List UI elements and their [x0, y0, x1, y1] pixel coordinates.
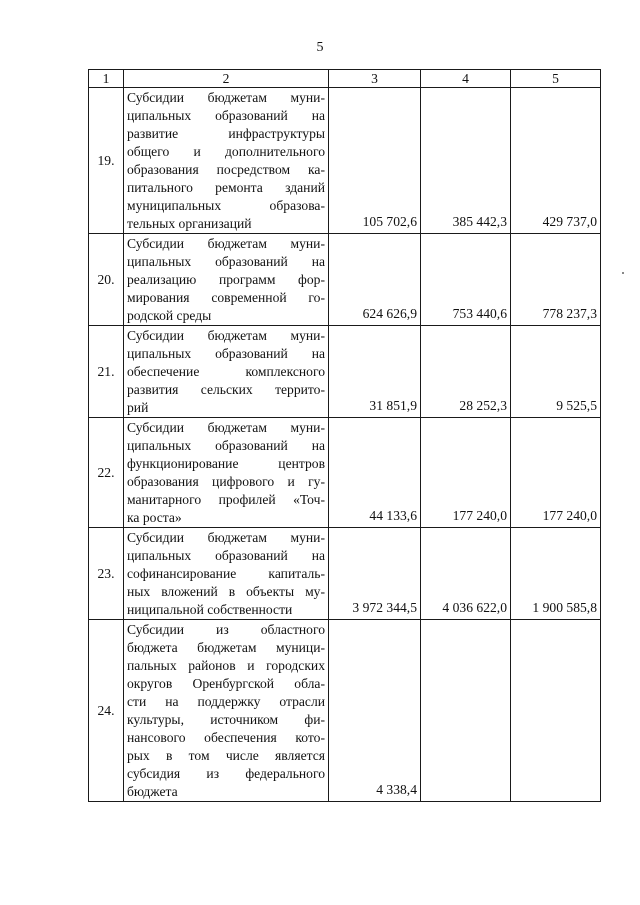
description-line: округов Оренбургской обла- [127, 676, 325, 691]
description-line: культуры, источником фи- [127, 712, 325, 727]
row-number: 24. [89, 620, 124, 802]
description-line: рий [127, 400, 149, 415]
description-line: образования посредством ка- [127, 162, 325, 177]
description-line: муниципальных образова- [127, 198, 325, 213]
description-line: родской среды [127, 308, 212, 323]
budget-table [88, 69, 601, 802]
description-line: обеспечение комплексного [127, 364, 325, 379]
description-line: ципальных образований на [127, 108, 325, 123]
value-col-4: 385 442,3 [421, 88, 511, 234]
description-line: реализацию программ фор- [127, 272, 325, 287]
description-line: пальных районов и городских [127, 658, 325, 673]
table-row [89, 620, 601, 802]
description-line: ципальных образований на [127, 548, 325, 563]
row-description [124, 326, 329, 418]
row-description [124, 418, 329, 528]
value-col-3: 4 338,4 [329, 620, 421, 802]
description-line: образования цифрового и гу- [127, 474, 325, 489]
description-line: Субсидии из областного [127, 622, 325, 637]
header-cell-2: 2 [124, 70, 329, 88]
description-line: Субсидии бюджетам муни- [127, 530, 325, 545]
description-line: Субсидии бюджетам муни- [127, 236, 325, 251]
description-line: мирования современной го- [127, 290, 325, 305]
value-col-5 [511, 620, 601, 802]
row-description [124, 234, 329, 326]
header-cell-1: 1 [89, 70, 124, 88]
description-line: ципальных образований на [127, 438, 325, 453]
value-col-4 [421, 620, 511, 802]
row-description [124, 528, 329, 620]
header-cell-3: 3 [329, 70, 421, 88]
row-description [124, 88, 329, 234]
scan-speck [622, 272, 624, 274]
row-number: 19. [89, 88, 124, 234]
row-number: 23. [89, 528, 124, 620]
table-row [89, 418, 601, 528]
description-line: Субсидии бюджетам муни- [127, 420, 325, 435]
description-line: ципальных образований на [127, 346, 325, 361]
description-line: ниципальной собственности [127, 602, 293, 617]
value-col-4: 4 036 622,0 [421, 528, 511, 620]
description-line: Субсидии бюджетам муни- [127, 90, 325, 105]
description-line: бюджета [127, 784, 178, 799]
value-col-5: 778 237,3 [511, 234, 601, 326]
description-line: общего и дополнительного [127, 144, 325, 159]
description-line: манитарного профилей «Точ- [127, 492, 325, 507]
value-col-4: 177 240,0 [421, 418, 511, 528]
table-header-row [89, 70, 601, 88]
row-number: 21. [89, 326, 124, 418]
description-line: питального ремонта зданий [127, 180, 325, 195]
value-col-5: 1 900 585,8 [511, 528, 601, 620]
value-col-3: 3 972 344,5 [329, 528, 421, 620]
description-line: софинансирование капиталь- [127, 566, 325, 581]
description-line: рых в том числе является [127, 748, 325, 763]
description-line: ципальных образований на [127, 254, 325, 269]
description-line: сти на поддержку отрасли [127, 694, 325, 709]
value-col-3: 624 626,9 [329, 234, 421, 326]
description-line: субсидия из федерального [127, 766, 325, 781]
table-row [89, 326, 601, 418]
value-col-3: 105 702,6 [329, 88, 421, 234]
value-col-5: 177 240,0 [511, 418, 601, 528]
table-row [89, 234, 601, 326]
value-col-5: 9 525,5 [511, 326, 601, 418]
description-line: Субсидии бюджетам муни- [127, 328, 325, 343]
description-line: ных вложений в объекты му- [127, 584, 325, 599]
description-line: бюджета бюджетам муници- [127, 640, 325, 655]
description-line: ка роста» [127, 510, 182, 525]
value-col-4: 28 252,3 [421, 326, 511, 418]
header-cell-5: 5 [511, 70, 601, 88]
table-row [89, 528, 601, 620]
page-number: 5 [316, 40, 324, 55]
value-col-3: 31 851,9 [329, 326, 421, 418]
description-line: нансового обеспечения кото- [127, 730, 325, 745]
value-col-3: 44 133,6 [329, 418, 421, 528]
description-line: функционирование центров [127, 456, 325, 471]
header-cell-4: 4 [421, 70, 511, 88]
value-col-5: 429 737,0 [511, 88, 601, 234]
table-row [89, 88, 601, 234]
row-number: 20. [89, 234, 124, 326]
row-description [124, 620, 329, 802]
row-number: 22. [89, 418, 124, 528]
description-line: развития сельских террито- [127, 382, 325, 397]
description-line: тельных организаций [127, 216, 252, 231]
description-line: развитие инфраструктуры [127, 126, 325, 141]
value-col-4: 753 440,6 [421, 234, 511, 326]
